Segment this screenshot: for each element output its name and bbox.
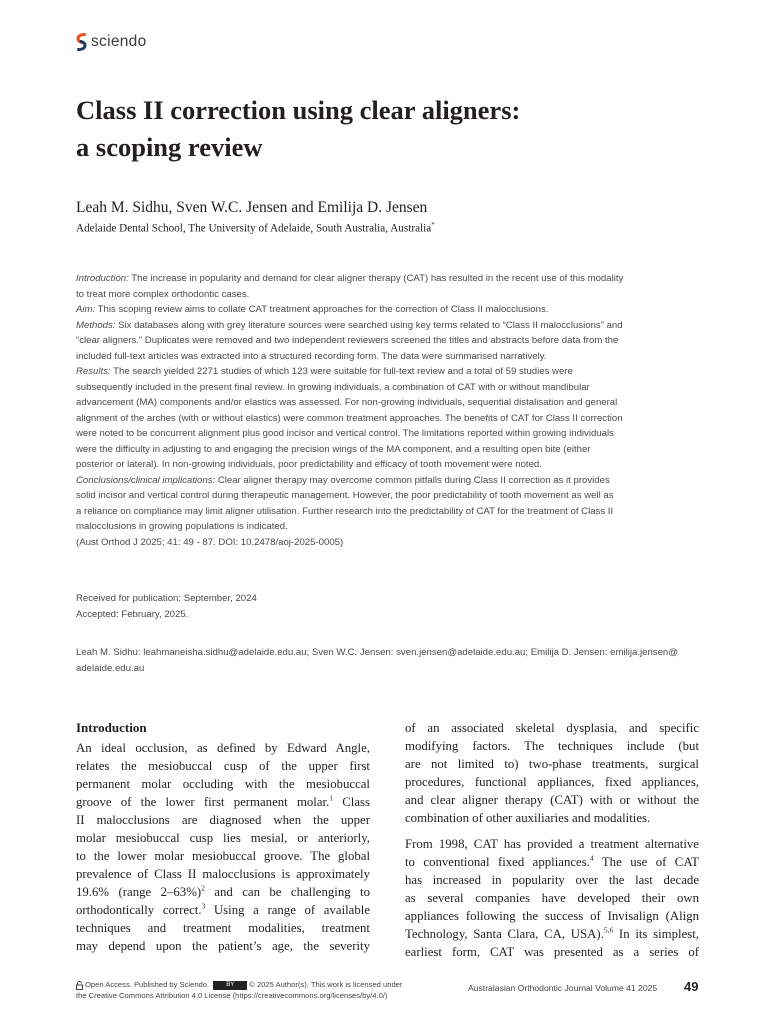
abstract-results-label: Results: bbox=[76, 366, 111, 377]
body-line: techniques and treatment modalities, treatment bbox=[76, 921, 370, 935]
abstract-conclusions-text-4: malocclusions in growing populations is indicated. bbox=[76, 521, 288, 532]
body-line-text: Using a range of available bbox=[205, 903, 370, 917]
body-line: may depend upon the patient’s age, the severity bbox=[76, 939, 370, 953]
body-line: prevalence of Class II malocclusions is approximately bbox=[76, 867, 370, 881]
body-line bbox=[76, 793, 370, 811]
body-line-text: and can be challenging to bbox=[204, 885, 370, 899]
body-line-text: The use of CAT bbox=[593, 855, 699, 869]
sciendo-logo bbox=[76, 31, 147, 53]
body-line: relates the mesiobuccal cusp of the upper first bbox=[76, 759, 370, 773]
body-line bbox=[76, 883, 370, 901]
citation-ref: 1 bbox=[329, 793, 334, 803]
body-line-text: Technology, Santa Clara, CA, USA). bbox=[405, 927, 604, 941]
abstract-citation: (Aust Orthod J 2025; 41: 49 - 87. DOI: 10.2478/aoj-2025-0005) bbox=[76, 536, 344, 548]
body-line: permanent molar occluding with the mesiobuccal bbox=[76, 777, 370, 791]
abstract-results-text-7: posterior or lateral). In non-growing individuals, poor predictability and efficacy of tooth movement were noted. bbox=[76, 459, 542, 470]
abstract-results-text-6: were the difficulty in adjusting to and engaging the precision wings of the MA component, and a resulting open bite (either bbox=[76, 443, 591, 455]
abstract-results-text-3: advancement (MA) components and/or elastics was assessed. For non-growing individuals, sequential distalisation and general bbox=[76, 397, 618, 408]
cc-license-badge[interactable]: BY bbox=[213, 981, 247, 990]
footer-license bbox=[76, 979, 402, 1001]
emails-line-1: Leah M. Sidhu: leahmaneisha.sidhu@adelaide.edu.au; Sven W.C. Jensen: sven.jensen@adelaide.edu.au; Emilija D. Jensen: emilija.jensen@ bbox=[76, 647, 679, 658]
body-line: molar mesiobuccal cusp lies mesial, or anteriorly, bbox=[76, 831, 370, 845]
citation-ref: 4 bbox=[589, 853, 594, 863]
affiliation bbox=[76, 221, 435, 235]
abstract-aim-text: This scoping review aims to collate CAT treatment approaches for the correction of Class II malocclusions. bbox=[95, 304, 549, 315]
abstract-conclusions-label: Conclusions/clinical implications: bbox=[76, 474, 216, 486]
body-column-right bbox=[405, 719, 699, 961]
received-date: Received for publication: September, 2024 bbox=[76, 593, 257, 604]
article-title bbox=[76, 92, 696, 166]
abstract bbox=[76, 271, 688, 550]
title-line-2: a scoping review bbox=[76, 132, 263, 162]
body-line: From 1998, CAT has provided a treatment alternative bbox=[405, 837, 699, 851]
author-list: Leah M. Sidhu, Sven W.C. Jensen and Emilija D. Jensen bbox=[76, 199, 428, 216]
body-line: procedures, functional appliances, fixed appliances, bbox=[405, 775, 699, 789]
body-line: II malocclusions are diagnosed when the upper bbox=[76, 813, 370, 827]
body-line: earliest form, CAT was presented as a series of bbox=[405, 945, 699, 959]
body-line: and clear aligner therapy (CAT) with or without the bbox=[405, 793, 699, 807]
publication-dates bbox=[76, 591, 257, 623]
journal-name: Australasian Orthodontic Journal Volume 41 2025 bbox=[468, 983, 658, 993]
body-line: appliances following the success of Invisalign (Align bbox=[405, 909, 699, 923]
sciendo-logo-icon bbox=[76, 33, 87, 51]
body-line: as several companies have developed their own bbox=[405, 891, 699, 905]
logo-text: sciendo bbox=[91, 33, 147, 50]
citation-ref: 3 bbox=[201, 901, 206, 911]
affiliation-mark: * bbox=[431, 221, 435, 229]
license-text: © 2025 Author(s). This work is licensed under bbox=[249, 980, 403, 989]
section-heading-introduction: Introduction bbox=[76, 720, 147, 735]
abstract-conclusions-text: Clear aligner therapy may overcome common pitfalls during Class II correction as it provides bbox=[215, 474, 610, 486]
body-column-left bbox=[76, 719, 370, 955]
page-number: 49 bbox=[684, 979, 699, 994]
body-line bbox=[405, 925, 699, 943]
abstract-results-text-4: alignment of the arches (with or without elastics) were common treatment approaches. The benefits of CAT for Class II correction bbox=[76, 412, 623, 424]
title-line-1: Class II correction using clear aligners: bbox=[76, 95, 521, 125]
body-line: are not limited to) two-phase treatments, surgical bbox=[405, 757, 699, 771]
open-access-lock-icon bbox=[76, 981, 83, 990]
abstract-results-text-5: were noted to be concurrent alignment plus good incisor and vertical control. The limitations reported within growing individuals bbox=[76, 428, 614, 439]
body-line: modifying factors. The techniques include (but bbox=[405, 739, 699, 753]
abstract-methods-text-2: “clear aligners.” Duplicates were removed and two independent reviewers screened the titles and abstracts before data from the bbox=[76, 335, 619, 346]
open-access-text: Open Access. Published by Sciendo. bbox=[85, 980, 210, 989]
abstract-conclusions-text-2: solid incisor and vertical control during therapeutic management. However, the poor predictability of tooth movement as well as bbox=[76, 490, 614, 501]
body-line bbox=[76, 901, 370, 919]
license-link[interactable]: the Creative Commons Attribution 4.0 License (https://creativecommons.org/licenses/by/4.0/) bbox=[76, 991, 388, 1000]
body-line: to the lower molar mesiobuccal groove. The global bbox=[76, 849, 370, 863]
body-line: of an associated skeletal dysplasia, and specific bbox=[405, 721, 699, 735]
body-line-text: to conventional fixed appliances. bbox=[405, 855, 590, 869]
body-line-text: groove of the lower first permanent molar. bbox=[76, 795, 330, 809]
abstract-aim-label: Aim: bbox=[76, 304, 96, 315]
body-line: has increased in popularity over the last decade bbox=[405, 873, 699, 887]
body-line-text: 19.6% (range 2–63%) bbox=[76, 885, 202, 899]
body-line-text: orthodontically correct. bbox=[76, 903, 202, 917]
affiliation-text: Adelaide Dental School, The University of Adelaide, South Australia, Australia bbox=[76, 222, 432, 235]
abstract-introduction-text-2: to treat more complex orthodontic cases. bbox=[76, 288, 250, 300]
paragraph-gap bbox=[405, 827, 699, 835]
body-line-text: In its simplest, bbox=[613, 927, 699, 941]
abstract-methods-text-3: included full-text articles was extracted into a structured recording form. The data were summarised narratively. bbox=[76, 350, 547, 362]
body-line: An ideal occlusion, as defined by Edward Angle, bbox=[76, 741, 370, 755]
author-emails bbox=[76, 645, 696, 677]
abstract-methods-text: Six databases along with grey literature sources were searched using key terms related to “Class II malocclusions” and bbox=[115, 319, 623, 331]
body-line: combination of other auxiliaries and modalities. bbox=[405, 811, 651, 825]
abstract-introduction-label: Introduction: bbox=[76, 273, 129, 284]
abstract-methods-label: Methods: bbox=[76, 319, 116, 331]
abstract-results-text: The search yielded 2271 studies of which 123 were suitable for full-text review and a total of 59 studies were bbox=[110, 366, 573, 377]
citation-ref: 2 bbox=[201, 883, 205, 893]
abstract-results-text-2: subsequently included in the present final review. In growing individuals, a combination of CAT with or without mandibular bbox=[76, 381, 590, 393]
body-line-text: Class bbox=[333, 795, 371, 809]
accepted-date: Accepted: February, 2025. bbox=[76, 609, 189, 620]
abstract-conclusions-text-3: a reliance on compliance may limit aligner utilisation. Further research into the predictability of CAT for the treatment of Class II bbox=[76, 505, 614, 517]
body-line bbox=[405, 853, 699, 871]
abstract-introduction-text: The increase in popularity and demand for clear aligner therapy (CAT) has resulted in the recent use of this modality bbox=[128, 273, 624, 284]
citation-ref: 5,6 bbox=[603, 925, 614, 935]
emails-line-2: adelaide.edu.au bbox=[76, 663, 145, 674]
